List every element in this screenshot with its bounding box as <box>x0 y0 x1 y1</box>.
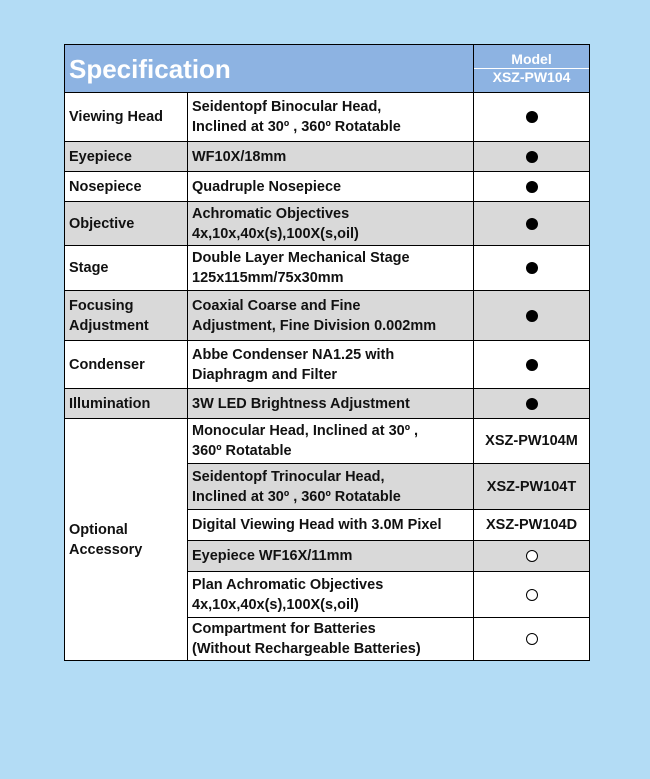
label-line: Optional <box>69 521 128 538</box>
spec-line: Digital Viewing Head with 3.0M Pixel <box>192 517 442 533</box>
model-mark <box>474 572 590 618</box>
model-mark <box>474 142 590 172</box>
row-label: Eyepiece <box>65 142 188 172</box>
spec-line: Abbe Condenser NA1.25 with <box>192 346 395 363</box>
optional-circle-icon <box>526 633 538 645</box>
row-spec <box>188 172 474 202</box>
model-mark <box>474 246 590 291</box>
standard-dot-icon <box>526 310 538 322</box>
spec-line: Plan Achromatic Objectives <box>192 576 384 593</box>
model-mark <box>474 341 590 389</box>
spec-line: Double Layer Mechanical Stage <box>192 250 410 266</box>
table-row <box>65 246 590 291</box>
table-row <box>65 341 590 389</box>
standard-dot-icon <box>526 398 538 410</box>
table-row <box>65 142 590 172</box>
spec-line: Seidentopf Binocular Head, <box>192 99 382 115</box>
spec-line: Inclined at 30º , 360º Rotatable <box>192 119 401 135</box>
table-row <box>65 202 590 246</box>
spec-line: Eyepiece WF16X/11mm <box>192 548 353 564</box>
row-spec <box>188 510 474 541</box>
spec-line: Achromatic Objectives <box>192 205 350 222</box>
spec-line: 3W LED Brightness Adjustment <box>192 395 410 412</box>
row-spec <box>188 93 474 142</box>
model-mark <box>474 291 590 341</box>
table-row <box>65 172 590 202</box>
spec-line: 125x115mm/75x30mm <box>192 270 344 286</box>
spec-line: (Without Rechargeable Batteries) <box>192 641 421 657</box>
model-code: XSZ-PW104 <box>474 68 589 86</box>
row-label: Viewing Head <box>65 93 188 142</box>
model-label: Model <box>511 51 552 67</box>
row-spec <box>188 572 474 618</box>
optional-label <box>65 419 188 661</box>
model-mark <box>474 202 590 246</box>
row-spec <box>188 389 474 419</box>
row-spec <box>188 202 474 246</box>
row-spec <box>188 464 474 510</box>
row-label <box>65 291 188 341</box>
row-spec <box>188 142 474 172</box>
spec-line: WF10X/18mm <box>192 148 287 165</box>
spec-line: Adjustment, Fine Division 0.002mm <box>192 317 437 334</box>
spec-line: Compartment for Batteries <box>192 621 376 637</box>
label-line: Adjustment <box>69 317 149 334</box>
row-spec <box>188 541 474 572</box>
model-code-cell: XSZ-PW104D <box>474 510 590 541</box>
row-spec <box>188 291 474 341</box>
table-row <box>65 291 590 341</box>
model-code-cell: XSZ-PW104T <box>474 464 590 510</box>
optional-circle-icon <box>526 589 538 601</box>
table-row <box>65 389 590 419</box>
spec-line: Monocular Head, Inclined at 30º , <box>192 423 419 439</box>
spec-line: Seidentopf Trinocular Head, <box>192 468 385 485</box>
table-row <box>65 419 590 464</box>
specification-table <box>64 44 590 661</box>
standard-dot-icon <box>526 111 538 123</box>
row-spec <box>188 419 474 464</box>
optional-circle-icon <box>526 550 538 562</box>
table-row <box>65 93 590 142</box>
model-code-cell: XSZ-PW104M <box>474 419 590 464</box>
standard-dot-icon <box>526 262 538 274</box>
model-header <box>474 45 590 93</box>
header-row <box>65 45 590 93</box>
row-label: Condenser <box>65 341 188 389</box>
model-mark <box>474 618 590 661</box>
row-label: Objective <box>65 202 188 246</box>
row-label: Illumination <box>65 389 188 419</box>
spec-line: 4x,10x,40x(s),100X(s,oil) <box>192 225 359 242</box>
spec-line: 4x,10x,40x(s),100X(s,oil) <box>192 596 359 613</box>
row-spec <box>188 618 474 661</box>
model-mark <box>474 541 590 572</box>
spec-line: Coaxial Coarse and Fine <box>192 297 361 314</box>
model-mark <box>474 93 590 142</box>
standard-dot-icon <box>526 359 538 371</box>
row-label: Stage <box>65 246 188 291</box>
row-label: Nosepiece <box>65 172 188 202</box>
label-line: Accessory <box>69 541 143 558</box>
standard-dot-icon <box>526 181 538 193</box>
model-mark <box>474 172 590 202</box>
spec-line: Diaphragm and Filter <box>192 366 338 383</box>
spec-title: Specification <box>65 45 474 93</box>
row-spec <box>188 246 474 291</box>
label-line: Focusing <box>69 297 134 314</box>
spec-line: Inclined at 30º , 360º Rotatable <box>192 488 401 505</box>
spec-line: 360º Rotatable <box>192 443 292 459</box>
standard-dot-icon <box>526 218 538 230</box>
model-mark <box>474 389 590 419</box>
spec-line: Quadruple Nosepiece <box>192 178 342 195</box>
standard-dot-icon <box>526 151 538 163</box>
row-spec <box>188 341 474 389</box>
